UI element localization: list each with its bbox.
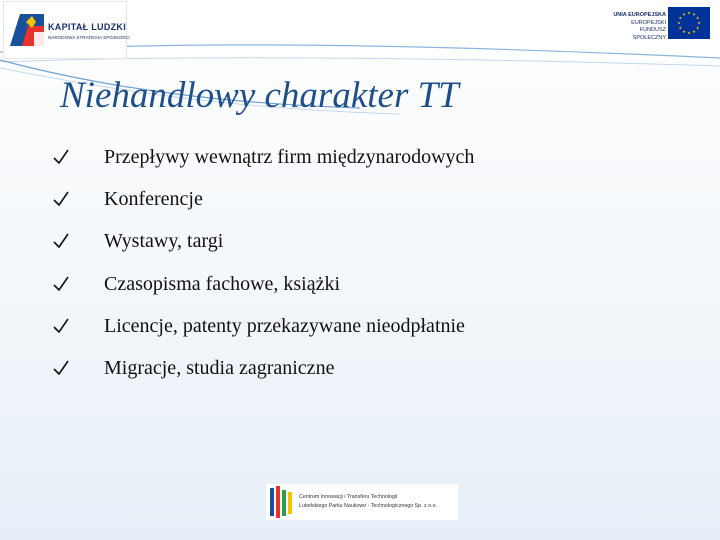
check-icon xyxy=(52,275,70,293)
slide-title: Niehandlowy charakter TT xyxy=(60,75,459,116)
kapital-ludzki-title: KAPITAŁ LUDZKI xyxy=(48,22,127,32)
check-icon xyxy=(52,148,70,166)
check-icon xyxy=(52,232,70,250)
kapital-ludzki-mark-icon xyxy=(10,12,44,46)
bullet-item xyxy=(52,230,692,260)
cit-line-2: Lubelskiego Parku Naukowo - Technologicznego Sp. z o.o. xyxy=(299,502,438,509)
cit-line-1: Centrum Innowacji i Transferu Technologii xyxy=(299,494,398,500)
bullet-text: Czasopisma fachowe, książki xyxy=(104,273,341,295)
kapital-ludzki-subtitle: NARODOWA STRATEGIA SPÓJNOŚCI xyxy=(48,35,130,40)
bullet-item xyxy=(52,188,692,218)
eu-logo xyxy=(598,2,716,46)
bullet-text: Licencje, patenty przekazywane nieodpłatnie xyxy=(104,315,465,337)
check-icon xyxy=(52,190,70,208)
bullet-text: Konferencje xyxy=(104,188,203,210)
bullet-item xyxy=(52,146,692,176)
check-icon xyxy=(52,317,70,335)
eu-line-3: FUNDUSZ SPOŁECZNY xyxy=(632,27,666,41)
check-icon xyxy=(52,359,70,377)
kapital-ludzki-logo xyxy=(4,2,130,58)
footer-cit-logo xyxy=(266,484,458,520)
eu-flag-icon xyxy=(668,7,710,39)
bullet-text: Migracje, studia zagraniczne xyxy=(104,357,335,379)
cit-logo-text xyxy=(299,493,437,510)
eu-line-2: EUROPEJSKI xyxy=(631,19,666,26)
cit-mark-icon xyxy=(268,484,294,520)
eu-logo-text xyxy=(606,12,666,42)
bullet-text: Przepływy wewnątrz firm międzynarodowych xyxy=(104,146,475,168)
eu-line-1: UNIA EUROPEJSKA xyxy=(613,12,666,18)
bullet-text: Wystawy, targi xyxy=(104,230,224,252)
bullet-item xyxy=(52,273,692,303)
bullet-item xyxy=(52,315,692,345)
bullet-item xyxy=(52,357,692,387)
